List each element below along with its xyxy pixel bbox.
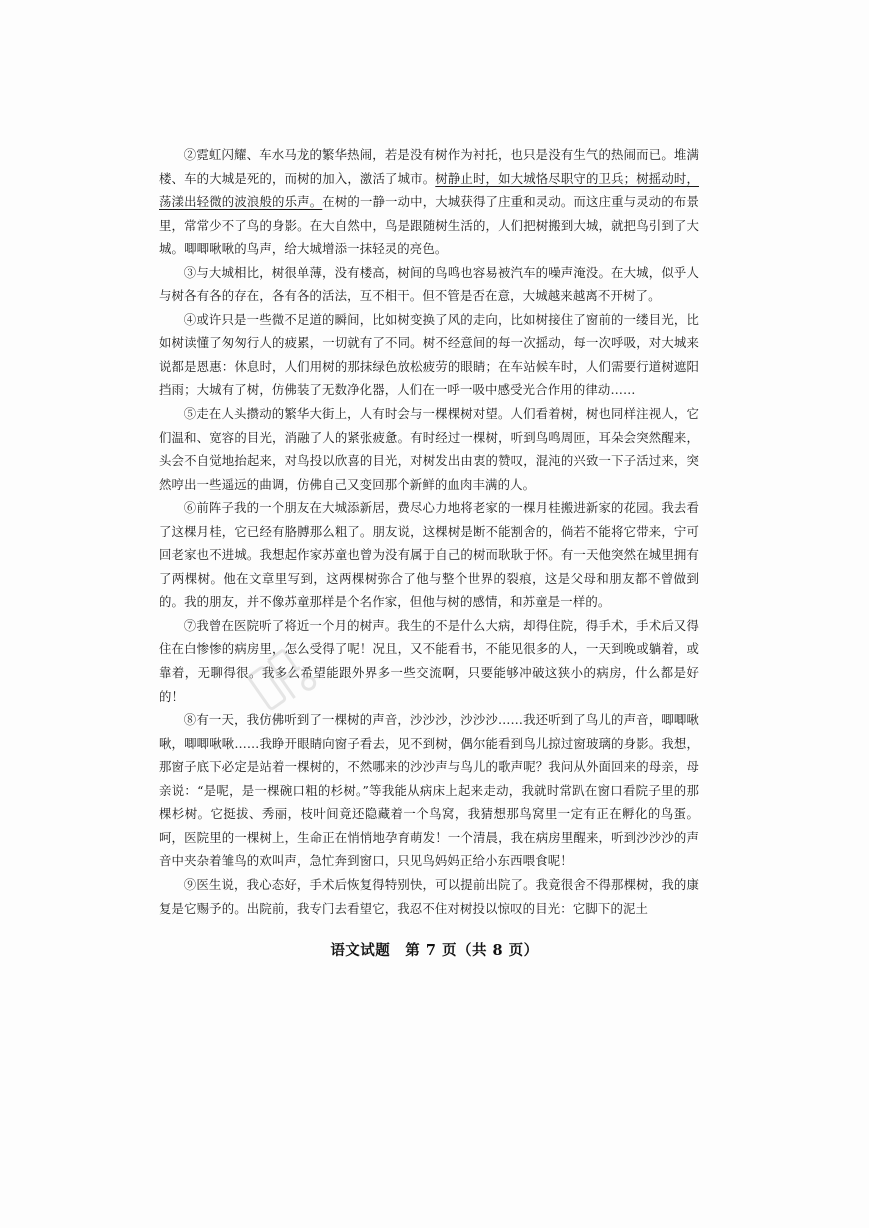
paragraph-9-text: ⑨医生说，我心态好，手术后恢复得特别快，可以提前出院了。我竟很舍不得那棵树，我的康复是它赐予的。出院前，我专门去看望它，我忍不住对树投以惊叹的目光：它脚下的泥土 [159, 876, 699, 916]
paragraph-8 [159, 708, 699, 873]
paragraph-3-text: ③与大城相比，树很单薄，没有楼高，树间的鸟鸣也容易被汽车的噪声淹没。在大城，似乎人与树各有各的存在，各有各的活法，互不相干。但不管是否在意，大城越来越离不开树了。 [159, 264, 699, 304]
paragraph-5 [159, 402, 699, 496]
paragraph-6-text: ⑥前阵子我的一个朋友在大城添新居，费尽心力地将老家的一棵月桂搬进新家的花园。我去看了这棵月桂，它已经有胳膊那么粗了。朋友说，这棵树是断不能割舍的，倘若不能将它带来，宁可回老家也不进城。我想起作家苏童也曾为没有属于自己的树而耿耿于怀。有一天他突然在城里拥有了两棵树。他在文章里写到，这两棵树弥合了他与整个世界的裂痕，这是父母和朋友都不曾做到的。我的朋友，并不像苏童那样是个名作家，但他与树的感情，和苏童是一样的。 [159, 500, 699, 610]
paragraph-2 [159, 143, 699, 261]
page-footer: 语文试题 第 7 页（共 8 页） [330, 942, 539, 959]
underlined-sentence: 树静止时，如大城恪尽职守的卫兵；树摇动时，荡漾出轻微的波浪般的乐声。 [159, 170, 699, 210]
paragraph-8-text: ⑧有一天，我仿佛听到了一棵树的声音，沙沙沙，沙沙沙……我还听到了鸟儿的声音，唧唧啾啾，唧唧啾啾……我睁开眼睛向窗子看去，见不到树，偶尔能看到鸟儿掠过窗玻璃的身影。我想，那窗子底下必定是站着一棵树的，不然哪来的沙沙声与鸟儿的歌声呢？我问从外面回来的母亲，母亲说：“是呢，是一棵碗口粗的杉树。”等我能从病床上起来走动，我就时常趴在窗口看院子里的那棵杉树。它挺拔、秀丽，枝叶间竟还隐藏着一个鸟窝，我猜想那鸟窝里一定有正在孵化的鸟蛋。呵，医院里的一棵树上，生命正在悄悄地孕育萌发！一个清晨，我在病房里醒来，听到沙沙沙的声音中夹杂着雏鸟的欢叫声，急忙奔到窗口，只见鸟妈妈正给小东西喂食呢！ [159, 712, 699, 869]
paragraph-2-part-1: ②霓虹闪耀、车水马龙的繁华热闹，若是没有树作为衬托，也只是没有生气的热闹而已。堆满楼、车的大城是死的，而树的加入，激活了城市。 [159, 147, 699, 186]
watermark-stamp-icon [242, 640, 322, 720]
paragraph-3 [159, 261, 699, 308]
paragraph-9 [159, 873, 699, 920]
paragraph-7 [159, 614, 699, 708]
paragraph-4 [159, 308, 699, 402]
paragraph-5-text: ⑤走在人头攒动的繁华大街上，人有时会与一棵棵树对望。人们看着树，树也同样注视人，它们温和、宽容的目光，消融了人的紧张疲惫。有时经过一棵树，听到鸟鸣周匝，耳朵会突然醒来，头会不自觉地抬起来，对鸟投以欣喜的目光，对树发出由衷的赞叹，混沌的兴致一下子活过来，突然哼出一些遥远的曲调，仿佛自己又变回那个新鲜的血肉丰满的人。 [159, 406, 699, 492]
paragraph-6 [159, 496, 699, 614]
paragraph-7-text: ⑦我曾在医院听了将近一个月的树声。我生的不是什么大病，却得住院，得手术，手术后又得住在白惨惨的病房里，怎么受得了呢！况且，又不能看书，不能见很多的人，一天到晚或躺着，或靠着，无聊得很。我多么希望能跟外界多一些交流啊，只要能够冲破这狭小的病房，什么都是好的！ [159, 617, 699, 704]
paragraph-2-part-3: 在树的一静一动中，大城获得了庄重和灵动。而这庄重与灵动的布景里，常常少不了鸟的身影。在大自然中，鸟是跟随树生活的，人们把树搬到大城，就把鸟引到了大城。唧唧啾啾的鸟声，给大城增添一抹轻灵的亮色。 [159, 194, 700, 257]
paragraph-4-text: ④或许只是一些微不足道的瞬间，比如树变换了风的走向，比如树接住了窗前的一缕目光，比如树读懂了匆匆行人的疲累，一切就有了不同。树不经意间的每一次摇动，每一次呼吸，对大城来说都是恩惠：休息时，人们用树的那抹绿色放松疲劳的眼睛；在车站候车时，人们需要行道树遮阳挡雨；大城有了树，仿佛装了无数净化器，人们在一呼一吸中感受光合作用的律动…… [159, 311, 699, 398]
article-body [159, 143, 699, 920]
